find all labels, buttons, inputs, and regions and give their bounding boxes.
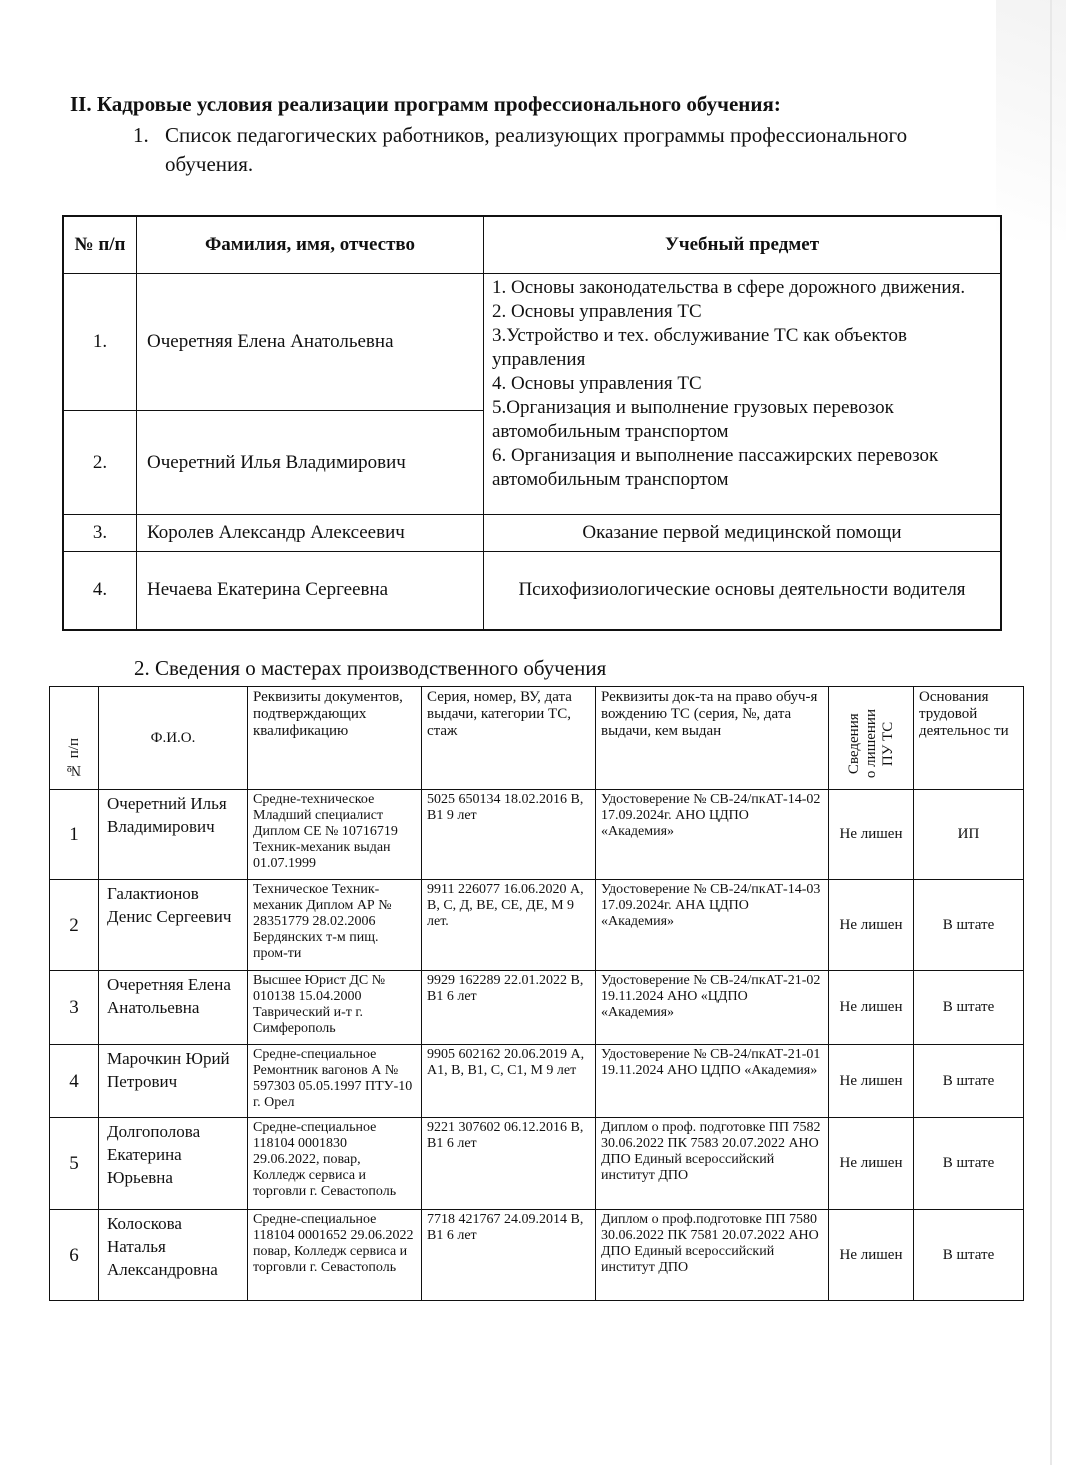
row-number: 3. [63,515,137,552]
master-name: Колоскова Наталья Александровна [99,1210,248,1301]
qualification-docs: Средне-специальное 118104 0001830 29.06.2022, повар, Колледж сервиса и торговли г. Севастополь [248,1118,422,1210]
page-edge-shadow [1050,0,1052,1465]
header-basis: Основания трудовой деятельнос ти [914,687,1024,790]
master-name: Очеретняя Елена Анатольевна [99,971,248,1045]
table-row [50,1210,1024,1301]
deprivation-status: Не лишен [829,790,914,880]
driver-license: 7718 421767 24.09.2014 В, В1 6 лет [422,1210,596,1301]
row-number: 2. [63,411,137,515]
subject-item: 4. Основы управления ТС [492,373,702,394]
subject-cell: Оказание первой медицинской помощи [484,515,1002,552]
employment-basis: ИП [914,790,1024,880]
teacher-name: Нечаева Екатерина Сергеевна [137,552,484,630]
section-heading: II. Кадровые условия реализации программ профессионального обучения: [70,92,781,116]
training-certificate: Удостоверение № СВ-24/пкАТ-21-01 19.11.2024 АНО ЦДПО «Академия» [596,1045,829,1118]
deprivation-status: Не лишен [829,1045,914,1118]
master-name: Очеретний Илья Владимирович [99,790,248,880]
deprivation-status: Не лишен [829,1118,914,1210]
shared-subjects-cell [484,274,1002,515]
employment-basis: В штате [914,971,1024,1045]
deprivation-status: Не лишен [829,1210,914,1301]
subject-item: 6. Организация и выполнение пассажирских перевозок автомобильным транспортом [492,445,939,490]
employment-basis: В штате [914,1210,1024,1301]
master-name: Галактионов Денис Сергеевич [99,880,248,971]
header-training: Реквизиты док-та на право обуч-я вождению ТС (серия, №, дата выдачи, кем выдан [596,687,829,790]
training-certificate: Удостоверение № СВ-24/пкАТ-14-03 17.09.2024г. АНА ЦДПО «Академия» [596,880,829,971]
driver-license: 9929 162289 22.01.2022 В, В1 6 лет [422,971,596,1045]
table-header-row [50,687,1024,790]
qualification-docs: Средне-специальное Ремонтник вагонов А № 597303 05.05.1997 ПТУ-10 г. Орел [248,1045,422,1118]
header-license: Серия, номер, ВУ, дата выдачи, категории ТС, стаж [422,687,596,790]
training-certificate: Диплом о проф.подготовке ПП 7580 30.06.2022 ПК 7581 20.07.2022 АНО ДПО Единый всероссийский институт ДПО [596,1210,829,1301]
qualification-docs: Высшее Юрист ДС № 010138 15.04.2000 Таврический и-т г. Симферополь [248,971,422,1045]
header-subject: Учебный предмет [484,216,1002,274]
training-certificate: Удостоверение № СВ-24/пкАТ-14-02 17.09.2024г. АНО ЦДПО «Академия» [596,790,829,880]
page-fold-shadow [996,0,1066,240]
row-number: 1. [63,274,137,411]
header-num: № п/п [63,216,137,274]
subject-item: 2. Основы управления ТС [492,301,702,322]
teacher-name: Очеретний Илья Владимирович [137,411,484,515]
list-item-number: 1. [133,123,149,147]
teaching-staff-table [62,215,1002,631]
deprivation-status: Не лишен [829,971,914,1045]
deprivation-status: Не лишен [829,880,914,971]
masters-table [49,686,1024,1301]
master-number: 5 [50,1118,99,1210]
row-number: 4. [63,552,137,630]
header-deprivation: Сведения о лишении ПУ ТС [829,687,914,790]
qualification-docs: Техническое Техник-механик Диплом АР № 28351779 28.02.2006 Бердянских т-м пищ. пром-ти [248,880,422,971]
table-row [50,1118,1024,1210]
header-fio: Ф.И.О. [99,687,248,790]
teacher-name: Королев Александр Алексеевич [137,515,484,552]
subject-item: 3.Устройство и тех. обслуживание ТС как объектов управления [492,325,907,370]
table-row [63,515,1001,552]
employment-basis: В штате [914,1045,1024,1118]
list-item-text: Список педагогических работников, реализующих программы профессионального обучения. [165,123,908,176]
master-number: 2 [50,880,99,971]
master-number: 3 [50,971,99,1045]
master-number: 4 [50,1045,99,1118]
table-header-row [63,216,1001,274]
section-2-title: 2. Сведения о мастерах производственного обучения [134,656,607,680]
subject-item: 1. Основы законодательства в сфере дорожного движения. [492,277,966,298]
header-name: Фамилия, имя, отчество [137,216,484,274]
teacher-name: Очеретняя Елена Анатольевна [137,274,484,411]
table-row [50,1045,1024,1118]
table-row [50,880,1024,971]
employment-basis: В штате [914,880,1024,971]
qualification-docs: Средне-техническое Младший специалист Диплом СЕ № 10716719 Техник-механик выдан 01.07.1999 [248,790,422,880]
table-row [63,552,1001,630]
table-row [63,274,1001,411]
subject-cell: Психофизиологические основы деятельности водителя [484,552,1002,630]
header-num: № п/п [50,687,99,790]
qualification-docs: Средне-специальное 118104 0001652 29.06.2022 повар, Колледж сервиса и торговли г. Севастополь [248,1210,422,1301]
driver-license: 5025 650134 18.02.2016 В, В1 9 лет [422,790,596,880]
subject-item: 5.Организация и выполнение грузовых перевозок автомобильным транспортом [492,397,894,442]
master-number: 6 [50,1210,99,1301]
driver-license: 9221 307602 06.12.2016 В, В1 6 лет [422,1118,596,1210]
header-docs: Реквизиты документов, подтверждающих квалификацию [248,687,422,790]
master-name: Долгополова Екатерина Юрьевна [99,1118,248,1210]
table-row [50,790,1024,880]
driver-license: 9911 226077 16.06.2020 А, В, С, Д, ВЕ, СЕ, ДЕ, М 9 лет. [422,880,596,971]
driver-license: 9905 602162 20.06.2019 А, А1, В, В1, С, С1, М 9 лет [422,1045,596,1118]
table-row [50,971,1024,1045]
training-certificate: Диплом о проф. подготовке ПП 7582 30.06.2022 ПК 7583 20.07.2022 АНО ДПО Единый всероссийский институт ДПО [596,1118,829,1210]
training-certificate: Удостоверение № СВ-24/пкАТ-21-02 19.11.2024 АНО «ЦДПО «Академия» [596,971,829,1045]
master-name: Марочкин Юрий Петрович [99,1045,248,1118]
employment-basis: В штате [914,1118,1024,1210]
master-number: 1 [50,790,99,880]
